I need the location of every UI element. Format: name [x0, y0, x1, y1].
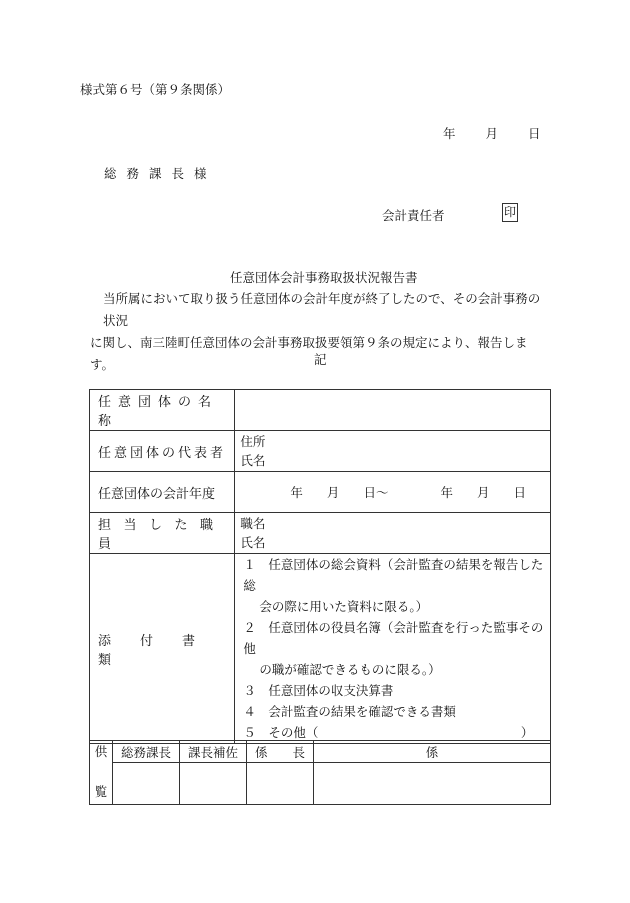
attachment-item-1: １ 任意団体の総会資料（会計監査の結果を報告した総: [243, 557, 544, 593]
form-number: 様式第６号（第９条関係）: [80, 82, 231, 97]
date-line: [443, 124, 541, 142]
org-name-label: 任意団体の名称: [90, 390, 235, 431]
table-row: [90, 431, 551, 472]
attachments-label: 添付書類: [90, 554, 235, 744]
assistant-stamp-box[interactable]: [180, 763, 247, 805]
body-line-1: 当所属において取り扱う任意団体の会計年度が終了したので、その会計事務の状況: [103, 291, 541, 328]
assistant-header: 課長補佐: [180, 741, 247, 763]
table-row: [90, 390, 551, 431]
officer-label: 会計責任者: [382, 208, 445, 223]
report-title: 任意団体会計事務取扱状況報告書: [230, 270, 418, 285]
attachment-item-3: ３ 任意団体の収支決算書: [243, 683, 394, 698]
table-row: [90, 554, 551, 744]
staff-label: 担当した職員: [90, 513, 235, 554]
ran-char: 覧: [94, 784, 108, 799]
staff-header: 係: [314, 741, 551, 763]
rep-address-label: 住所: [240, 434, 266, 449]
table-row: [90, 763, 551, 805]
fy-month-1: 月: [326, 484, 340, 500]
staff-title-label: 職名: [240, 516, 266, 531]
chief-stamp-box[interactable]: [113, 763, 180, 805]
attachment-item-4: ４ 会計監査の結果を確認できる書類: [243, 704, 456, 719]
body-line-2: に関し、南三陸町任意団体の会計事務取扱要領第９条の規定により、報告します。: [90, 335, 528, 372]
representative-value: [235, 431, 551, 472]
staff-stamp-box[interactable]: [314, 763, 551, 805]
chief-header: 総務課長: [113, 741, 180, 763]
org-name-value: [235, 390, 551, 431]
date-month: 月: [485, 126, 499, 141]
fiscal-year-value: [235, 472, 551, 513]
ki-heading: 記: [314, 352, 327, 367]
table-row: [90, 472, 551, 513]
table-row: [90, 741, 551, 763]
date-day: 日: [528, 126, 541, 141]
attachment-item-2: ２ 任意団体の役員名簿（会計監査を行った監事その他: [243, 620, 544, 656]
approval-table: [89, 740, 551, 805]
kyo-char: 供: [94, 744, 108, 759]
fiscal-year-label: 任意団体の会計年度: [90, 472, 235, 513]
kyo-ran-cell: [90, 741, 113, 805]
fy-month-2: 月: [476, 484, 490, 500]
table-row: [90, 513, 551, 554]
fy-day-2: 日: [513, 484, 526, 500]
seal-mark: 印: [502, 203, 518, 222]
attachment-item-5-open: ５ その他（: [243, 725, 319, 740]
addressee: 総務課長様: [104, 166, 217, 181]
rep-name-label: 氏名: [240, 453, 266, 468]
attachment-item-5-close: ）: [520, 725, 534, 740]
representative-label: 任意団体の代表者: [90, 431, 235, 472]
attachment-item-1-cont: 会の際に用いた資料に限る。）: [259, 599, 429, 614]
fy-year-1: 年: [290, 484, 303, 500]
date-year: 年: [443, 126, 456, 141]
staff-value: [235, 513, 551, 554]
report-table: [89, 389, 551, 744]
staff-name-label: 氏名: [240, 535, 266, 550]
fy-day-1: 日〜: [363, 484, 389, 500]
attachments-list: [235, 554, 551, 744]
attachment-item-2-cont: の職が確認できるものに限る。）: [259, 662, 441, 677]
section-chief-header: 係 長: [247, 741, 314, 763]
fy-year-2: 年: [440, 484, 453, 500]
section-chief-stamp-box[interactable]: [247, 763, 314, 805]
